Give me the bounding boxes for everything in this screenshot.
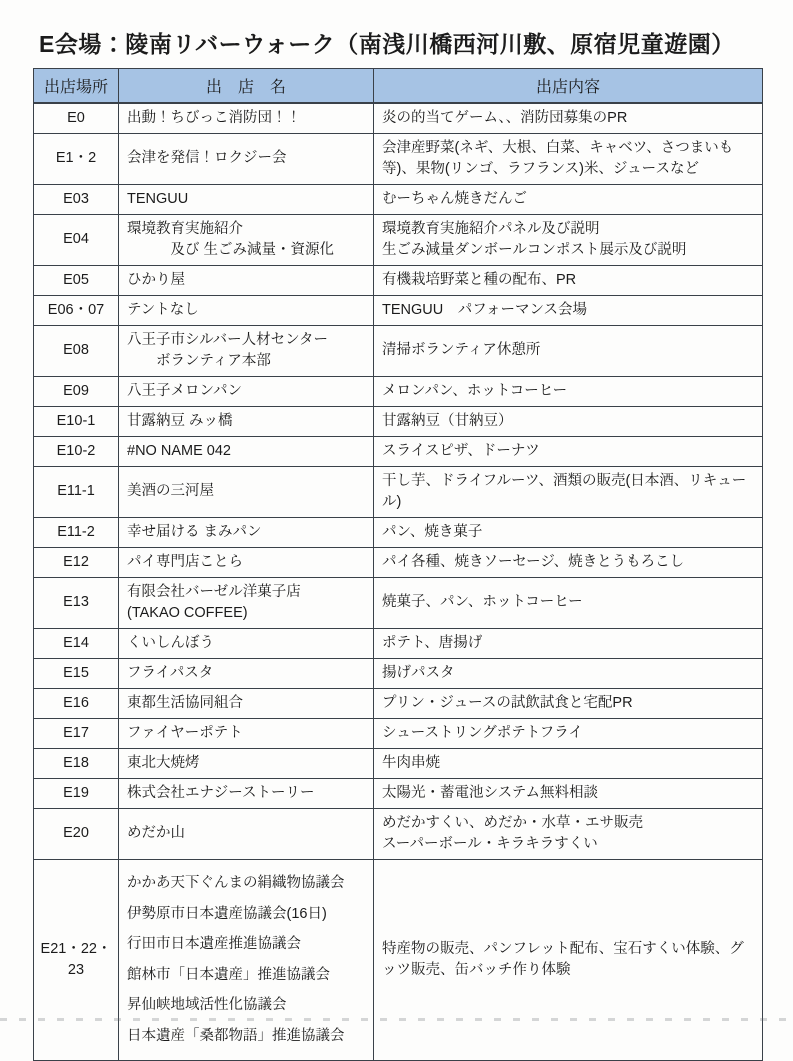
booth-name — [119, 376, 374, 406]
booth-content — [374, 577, 763, 628]
table-row — [34, 214, 763, 265]
table-row — [34, 658, 763, 688]
booth-location: E09 — [34, 376, 119, 406]
booth-location: E19 — [34, 778, 119, 808]
cell-text-line: 生ごみ減量ダンボールコンポスト展示及び説明 — [382, 241, 687, 258]
booth-content — [374, 859, 763, 1061]
table-row — [34, 718, 763, 748]
booth-name — [119, 436, 374, 466]
cell-text-line: むーちゃん焼きだんご — [382, 190, 527, 207]
cell-text-line: 特産物の販売、パンフレット配布、宝石すくい体験、グッツ販売、缶バッチ作り体験 — [382, 940, 744, 978]
booth-name — [119, 808, 374, 859]
booth-location: E15 — [34, 658, 119, 688]
table-row — [34, 466, 763, 517]
header-booth-location: 出店場所 — [34, 69, 119, 103]
booth-location: E04 — [34, 214, 119, 265]
cell-text-line: 東都生活協同組合 — [127, 694, 243, 711]
cell-text-line: めだか山 — [127, 825, 185, 841]
cell-text-line: 日本遺産「桑都物語」推進協議会 — [127, 1027, 345, 1044]
booth-location: E16 — [34, 688, 119, 718]
booth-name — [119, 658, 374, 688]
table-row — [34, 859, 763, 1061]
booth-location: E21・22・23 — [34, 859, 119, 1061]
header-booth-content: 出店内容 — [374, 69, 763, 103]
cell-text-line: 有機栽培野菜と種の配布、PR — [382, 271, 577, 288]
cell-text-line: 八王子市シルバー人材センター — [127, 331, 329, 348]
cell-text-line: スーパーボール・キラキラすくい — [382, 835, 598, 852]
cell-text-line: 昇仙峡地域活性化協議会 — [127, 997, 287, 1013]
booth-content — [374, 133, 763, 184]
cell-text-line: 八王子メロンパン — [127, 382, 242, 399]
cell-text-line: スライスピザ、ドーナツ — [382, 442, 540, 459]
booth-name — [119, 265, 374, 295]
cell-text-line: 干し芋、ドライフルーツ、酒類の販売(日本酒、リキュール) — [382, 472, 747, 510]
table-row — [34, 376, 763, 406]
cell-text-line: ポテト、唐揚げ — [382, 634, 483, 651]
table-row — [34, 184, 763, 214]
scan-artifact-line — [0, 1018, 793, 1021]
booth-location: E17 — [34, 718, 119, 748]
booth-content — [374, 184, 763, 214]
booth-location: E03 — [34, 184, 119, 214]
booth-location: E10-2 — [34, 436, 119, 466]
table-row — [34, 265, 763, 295]
cell-text-line: 幸せ届ける まみパン — [127, 523, 262, 540]
booth-name — [119, 778, 374, 808]
cell-text-line: くいしんぼう — [127, 634, 214, 651]
booth-content — [374, 718, 763, 748]
booth-name — [119, 577, 374, 628]
table-row — [34, 688, 763, 718]
table-row — [34, 133, 763, 184]
booth-location: E18 — [34, 748, 119, 778]
booth-location: E20 — [34, 808, 119, 859]
booth-name — [119, 547, 374, 577]
cell-text-line: 行田市日本遺産推進協議会 — [127, 936, 301, 952]
table-row — [34, 778, 763, 808]
table-row — [34, 103, 763, 134]
booth-name — [119, 688, 374, 718]
booth-name — [119, 184, 374, 214]
booth-content — [374, 103, 763, 134]
booth-name — [119, 295, 374, 325]
booth-content — [374, 658, 763, 688]
booth-content — [374, 265, 763, 295]
cell-text-line: 揚げパスタ — [382, 664, 455, 681]
cell-text-line: 東北大焼烤 — [127, 754, 200, 771]
booth-name — [119, 133, 374, 184]
cell-text-line: #NO NAME 042 — [127, 442, 231, 459]
cell-text-line: TENGUU — [127, 190, 189, 207]
cell-text-line: 株式会社エナジーストーリー — [127, 784, 315, 801]
booth-name — [119, 628, 374, 658]
cell-text-line: (TAKAO COFFEE) — [127, 604, 248, 621]
booth-content — [374, 748, 763, 778]
booth-content — [374, 376, 763, 406]
booth-content — [374, 436, 763, 466]
booth-name — [119, 466, 374, 517]
table-row — [34, 406, 763, 436]
booth-content — [374, 295, 763, 325]
cell-text-line: 環境教育実施紹介パネル及び説明 — [382, 220, 600, 237]
cell-text-line: 有限会社バーゼル洋菓子店 — [127, 583, 301, 600]
cell-text-line: 環境教育実施紹介 — [127, 220, 243, 237]
table-row — [34, 577, 763, 628]
cell-text-line: かかあ天下ぐんまの絹織物協議会 — [127, 875, 345, 891]
booth-table — [33, 68, 763, 1061]
cell-text-line: パイ専門店ことら — [127, 553, 243, 570]
table-row — [34, 547, 763, 577]
booth-name — [119, 859, 374, 1061]
cell-text-line: メロンパン、ホットコーヒー — [382, 382, 568, 399]
cell-text-line: 美酒の三河屋 — [127, 483, 214, 499]
booth-name — [119, 325, 374, 376]
booth-table-body — [34, 103, 763, 1061]
booth-content — [374, 517, 763, 547]
cell-text-line: ファイヤーポテト — [127, 724, 243, 741]
booth-location: E1・2 — [34, 133, 119, 184]
table-row — [34, 517, 763, 547]
cell-text-line: 甘露納豆（甘納豆） — [382, 412, 513, 429]
table-row — [34, 808, 763, 859]
cell-text-line: 出動！ちびっこ消防団！！ — [127, 109, 301, 126]
booth-location: E12 — [34, 547, 119, 577]
cell-text-line: 及び 生ごみ減量・資源化 — [127, 241, 335, 258]
booth-content — [374, 628, 763, 658]
cell-text-line: 会津を発信！ロクジー会 — [127, 150, 287, 166]
cell-text-line: ボランティア本部 — [127, 352, 271, 369]
cell-text-line: TENGUU パフォーマンス会場 — [382, 301, 588, 318]
cell-text-line: シューストリングポテトフライ — [382, 724, 583, 741]
cell-text-line: パン、焼き菓子 — [382, 523, 483, 540]
booth-name — [119, 103, 374, 134]
booth-content — [374, 808, 763, 859]
booth-content — [374, 325, 763, 376]
booth-location: E0 — [34, 103, 119, 134]
cell-text-line: パイ各種、焼きソーセージ、焼きとうもろこし — [382, 553, 685, 570]
booth-name — [119, 748, 374, 778]
booth-location: E11-1 — [34, 466, 119, 517]
booth-location: E10-1 — [34, 406, 119, 436]
cell-text-line: 牛肉串焼 — [382, 754, 440, 771]
booth-name — [119, 718, 374, 748]
booth-name — [119, 214, 374, 265]
booth-location: E08 — [34, 325, 119, 376]
cell-text-line: テントなし — [127, 301, 199, 318]
page-title: E会場：陵南リバーウォーク（南浅川橋西河川敷、原宿児童遊園） — [39, 31, 735, 57]
booth-content — [374, 688, 763, 718]
booth-name — [119, 517, 374, 547]
header-booth-name: 出 店 名 — [119, 69, 374, 103]
cell-text-line: 炎の的当てゲーム、、消防団募集のPR — [382, 109, 628, 126]
table-row — [34, 628, 763, 658]
cell-text-line: 焼菓子、パン、ホットコーヒー — [382, 594, 583, 610]
cell-text-line: 甘露納豆 みッ橋 — [127, 412, 233, 429]
table-row — [34, 436, 763, 466]
booth-content — [374, 547, 763, 577]
cell-text-line: 太陽光・蓄電池システム無料相談 — [382, 784, 599, 801]
table-row — [34, 748, 763, 778]
booth-location: E14 — [34, 628, 119, 658]
cell-text-line: 伊勢原市日本遺産協議会(16日) — [127, 905, 327, 922]
table-row — [34, 325, 763, 376]
booth-location: E11-2 — [34, 517, 119, 547]
booth-location: E13 — [34, 577, 119, 628]
booth-content — [374, 466, 763, 517]
booth-content — [374, 406, 763, 436]
cell-text-line: 館林市「日本遺産」推進協議会 — [127, 966, 330, 983]
table-row — [34, 295, 763, 325]
booth-table-header — [34, 69, 763, 103]
booth-content — [374, 214, 763, 265]
cell-text-line: めだかすくい、めだか・水草・エサ販売 — [382, 814, 643, 831]
cell-text-line: プリン・ジュースの試飲試食と宅配PR — [382, 694, 633, 711]
booth-location: E05 — [34, 265, 119, 295]
booth-content — [374, 778, 763, 808]
cell-text-line: 清掃ボランティア休憩所 — [382, 342, 541, 358]
booth-location: E06・07 — [34, 295, 119, 325]
cell-text-line: フライパスタ — [127, 664, 214, 681]
cell-text-line: ひかり屋 — [127, 271, 185, 288]
cell-text-line: 会津産野菜(ネギ、大根、白菜、キャベツ、さつまいも等)、果物(リンゴ、ラフランス)米、ジュースなど — [382, 139, 734, 177]
booth-name — [119, 406, 374, 436]
